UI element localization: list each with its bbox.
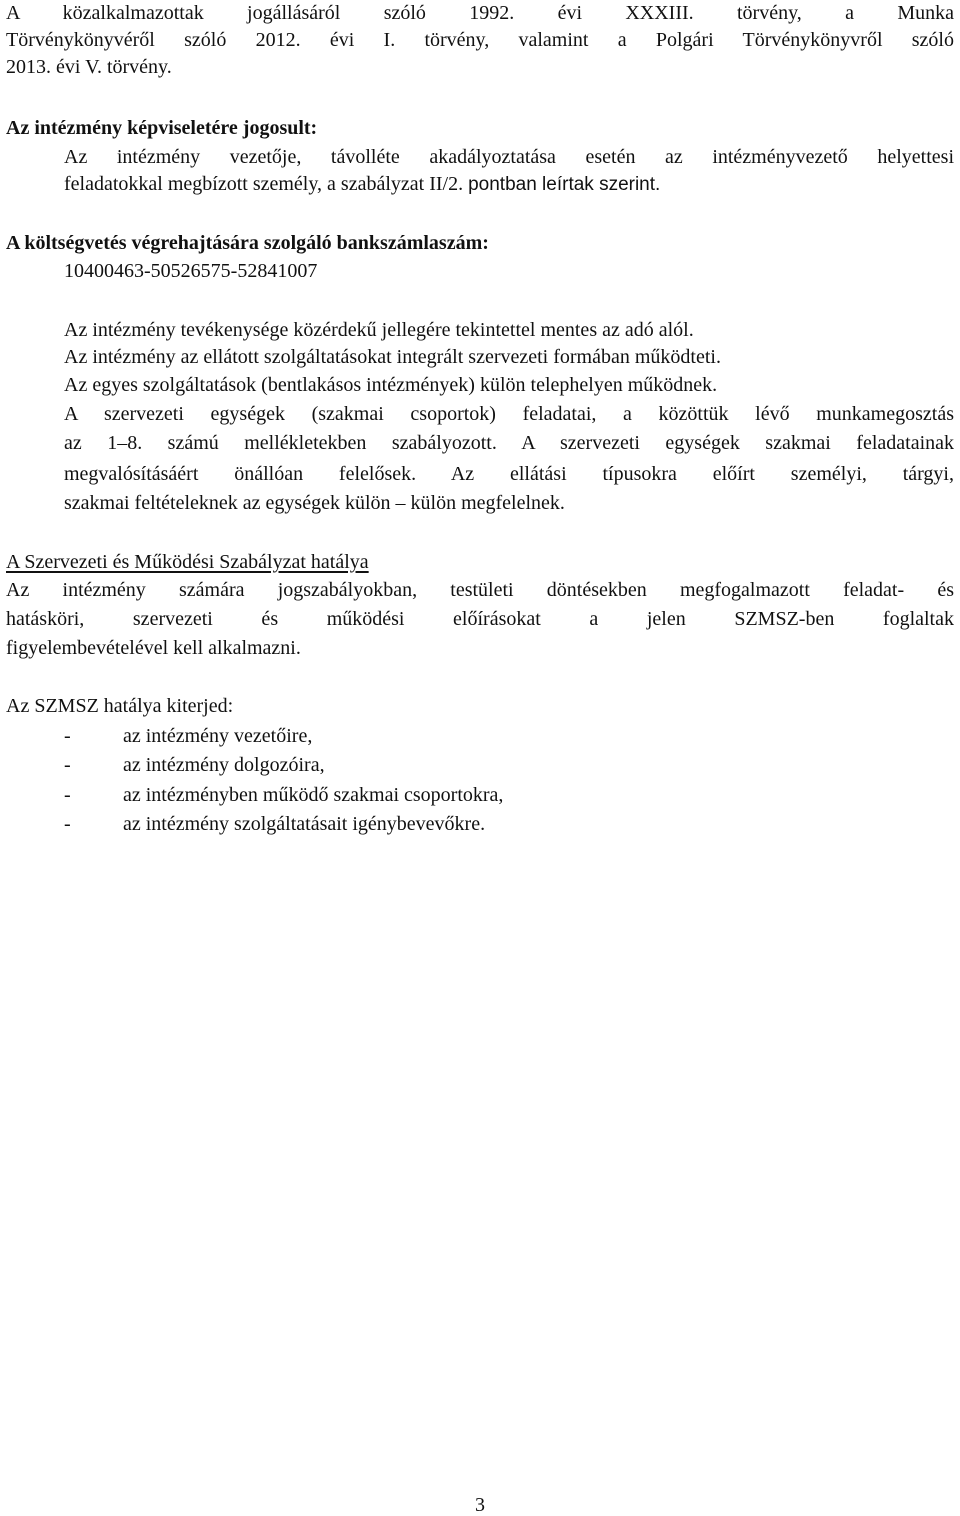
representative-heading: Az intézmény képviseletére jogosult:	[6, 117, 318, 139]
list-item-text: az intézményben működő szakmai csoportokra,	[123, 784, 504, 806]
representative-line-2	[64, 171, 660, 198]
activity-line-7: szakmai feltételeknek az egységek külön – külön megfelelnek.	[64, 492, 565, 514]
activity-line-4: A szervezeti egységek (szakmai csoportok) feladatai, a közöttük lévő munkamegosztás	[64, 403, 954, 425]
list-dash: -	[64, 784, 71, 806]
scope-line-3: figyelembevételével kell alkalmazni.	[6, 637, 301, 659]
scope-line-1: Az intézmény számára jogszabályokban, testületi döntésekben megfogalmazott feladat- és	[6, 579, 954, 601]
activity-line-3: Az egyes szolgáltatások (bentlakásos intézmények) külön telephelyen működnek.	[64, 374, 718, 396]
representative-line-1: Az intézmény vezetője, távolléte akadályoztatása esetén az intézményvezető helyettesi	[64, 146, 954, 168]
activity-line-6: megvalósításáért önállóan felelősek. Az ellátási típusokra előírt személyi, tárgyi,	[64, 463, 954, 485]
scope-heading: A Szervezeti és Működési Szabályzat hatálya	[6, 551, 369, 573]
activity-line-5: az 1–8. számú mellékletekben szabályozott. A szervezeti egységek szakmai feladatainak	[64, 432, 954, 454]
activity-line-1: Az intézmény tevékenysége közérdekű jellegére tekintettel mentes az adó alól.	[64, 319, 694, 341]
activity-line-2: Az intézmény az ellátott szolgáltatásokat integrált szervezeti formában működteti.	[64, 346, 721, 368]
extends-heading: Az SZMSZ hatálya kiterjed:	[6, 695, 234, 717]
representative-line-2b: pontban leírtak szerint.	[468, 174, 661, 195]
list-item-text: az intézmény szolgáltatásait igénybevevőkre.	[123, 813, 486, 835]
list-item-text: az intézmény dolgozóira,	[123, 754, 325, 776]
representative-line-2a: feladatokkal megbízott személy, a szabályzat II/2.	[64, 173, 469, 195]
page-number: 3	[475, 1494, 485, 1516]
scope-line-2: hatásköri, szervezeti és működési előírásokat a jelen SZMSZ-ben foglaltak	[6, 608, 954, 630]
list-dash: -	[64, 725, 71, 747]
list-dash: -	[64, 813, 71, 835]
list-item-text: az intézmény vezetőire,	[123, 725, 313, 747]
intro-line-3: 2013. évi V. törvény.	[6, 56, 172, 78]
bank-heading: A költségvetés végrehajtására szolgáló bankszámlaszám:	[6, 232, 489, 254]
intro-line-2: Törvénykönyvéről szóló 2012. évi I. törvény, valamint a Polgári Törvénykönyvről szóló	[6, 29, 954, 51]
intro-line-1: A közalkalmazottak jogállásáról szóló 1992. évi XXXIII. törvény, a Munka	[6, 2, 954, 24]
bank-account-number: 10400463-50526575-52841007	[64, 260, 318, 282]
list-dash: -	[64, 754, 71, 776]
